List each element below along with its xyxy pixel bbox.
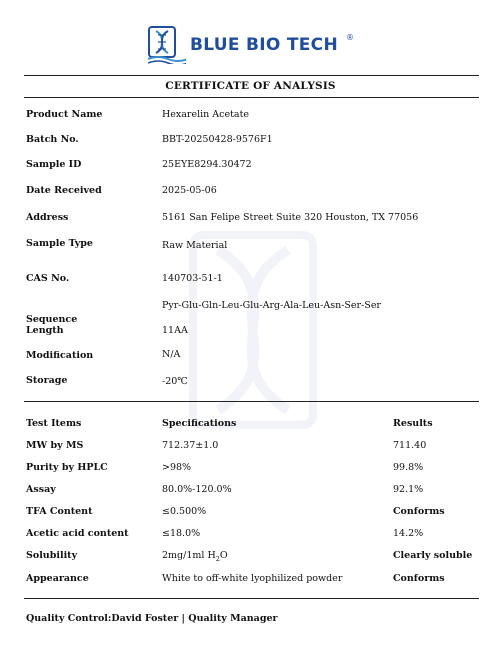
solubility-spec-subscript: 2 bbox=[215, 554, 220, 563]
cas-no-value: 140703-51-1 bbox=[162, 273, 223, 284]
address-value: 5161 San Felipe Street Suite 320 Houston, TX 77056 bbox=[162, 212, 419, 223]
sample-id-value: 25EYE8294.30472 bbox=[162, 159, 252, 170]
test-spec-appearance: White to off-white lyophilized powder bbox=[162, 573, 343, 584]
batch-no-value: BBT-20250428-9576F1 bbox=[162, 134, 273, 145]
modification-label: Modification bbox=[26, 350, 94, 361]
test-items-header: Test Items bbox=[26, 418, 82, 429]
test-spec-tfa: ≤0.500% bbox=[162, 506, 207, 517]
date-received-label: Date Received bbox=[26, 185, 102, 196]
bottom-divider bbox=[24, 598, 479, 599]
brand-logo bbox=[148, 26, 358, 66]
certificate-title: CERTIFICATE OF ANALYSIS bbox=[165, 80, 336, 92]
test-spec-solubility bbox=[162, 550, 228, 563]
sequence-label: Sequence bbox=[26, 314, 78, 325]
test-result-mw: 711.40 bbox=[393, 440, 427, 451]
watermark-dna-icon bbox=[188, 230, 318, 430]
test-result-solubility: Clearly soluble bbox=[393, 550, 473, 561]
length-label: Length bbox=[26, 325, 64, 336]
test-result-tfa: Conforms bbox=[393, 506, 445, 517]
section-divider bbox=[24, 401, 479, 402]
solubility-spec-text: 2mg/1ml H bbox=[162, 550, 216, 561]
test-spec-acetic: ≤18.0% bbox=[162, 528, 201, 539]
top-divider bbox=[24, 75, 479, 76]
quality-control-signature: Quality Control:David Foster | Quality Manager bbox=[26, 613, 278, 624]
product-name-label: Product Name bbox=[26, 109, 103, 120]
registered-mark: ® bbox=[346, 33, 354, 42]
test-result-appearance: Conforms bbox=[393, 573, 445, 584]
solubility-spec-after: O bbox=[219, 550, 228, 561]
modification-value: N/A bbox=[162, 349, 181, 360]
brand-name: BLUE BIO TECH bbox=[190, 35, 338, 55]
test-item-appearance: Appearance bbox=[26, 573, 89, 584]
product-name-value: Hexarelin Acetate bbox=[162, 109, 250, 120]
test-item-purity: Purity by HPLC bbox=[26, 462, 108, 473]
length-value: 11AA bbox=[162, 325, 188, 336]
sequence-value: Pyr-Glu-Gln-Leu-Glu-Arg-Ala-Leu-Asn-Ser-Ser bbox=[162, 300, 381, 311]
specifications-header: Specifications bbox=[162, 418, 237, 429]
batch-no-label: Batch No. bbox=[26, 134, 79, 145]
test-item-mw: MW by MS bbox=[26, 440, 84, 451]
storage-value: -20℃ bbox=[162, 376, 188, 387]
sample-type-value: Raw Material bbox=[162, 240, 228, 251]
test-result-assay: 92.1% bbox=[393, 484, 424, 495]
test-item-solubility: Solubility bbox=[26, 550, 78, 561]
dna-logo-icon bbox=[148, 26, 186, 64]
results-header: Results bbox=[393, 418, 433, 429]
test-spec-assay: 80.0%-120.0% bbox=[162, 484, 232, 495]
test-result-acetic: 14.2% bbox=[393, 528, 424, 539]
sample-id-label: Sample ID bbox=[26, 159, 82, 170]
test-spec-purity: >98% bbox=[162, 462, 192, 473]
test-item-acetic: Acetic acid content bbox=[26, 528, 129, 539]
test-spec-mw: 712.37±1.0 bbox=[162, 440, 219, 451]
address-label: Address bbox=[26, 212, 69, 223]
date-received-value: 2025-05-06 bbox=[162, 185, 217, 196]
title-divider bbox=[24, 97, 479, 98]
sample-type-label: Sample Type bbox=[26, 238, 93, 249]
storage-label: Storage bbox=[26, 375, 68, 386]
cas-no-label: CAS No. bbox=[26, 273, 70, 284]
test-item-assay: Assay bbox=[26, 484, 56, 495]
test-result-purity: 99.8% bbox=[393, 462, 424, 473]
test-item-tfa: TFA Content bbox=[26, 506, 93, 517]
